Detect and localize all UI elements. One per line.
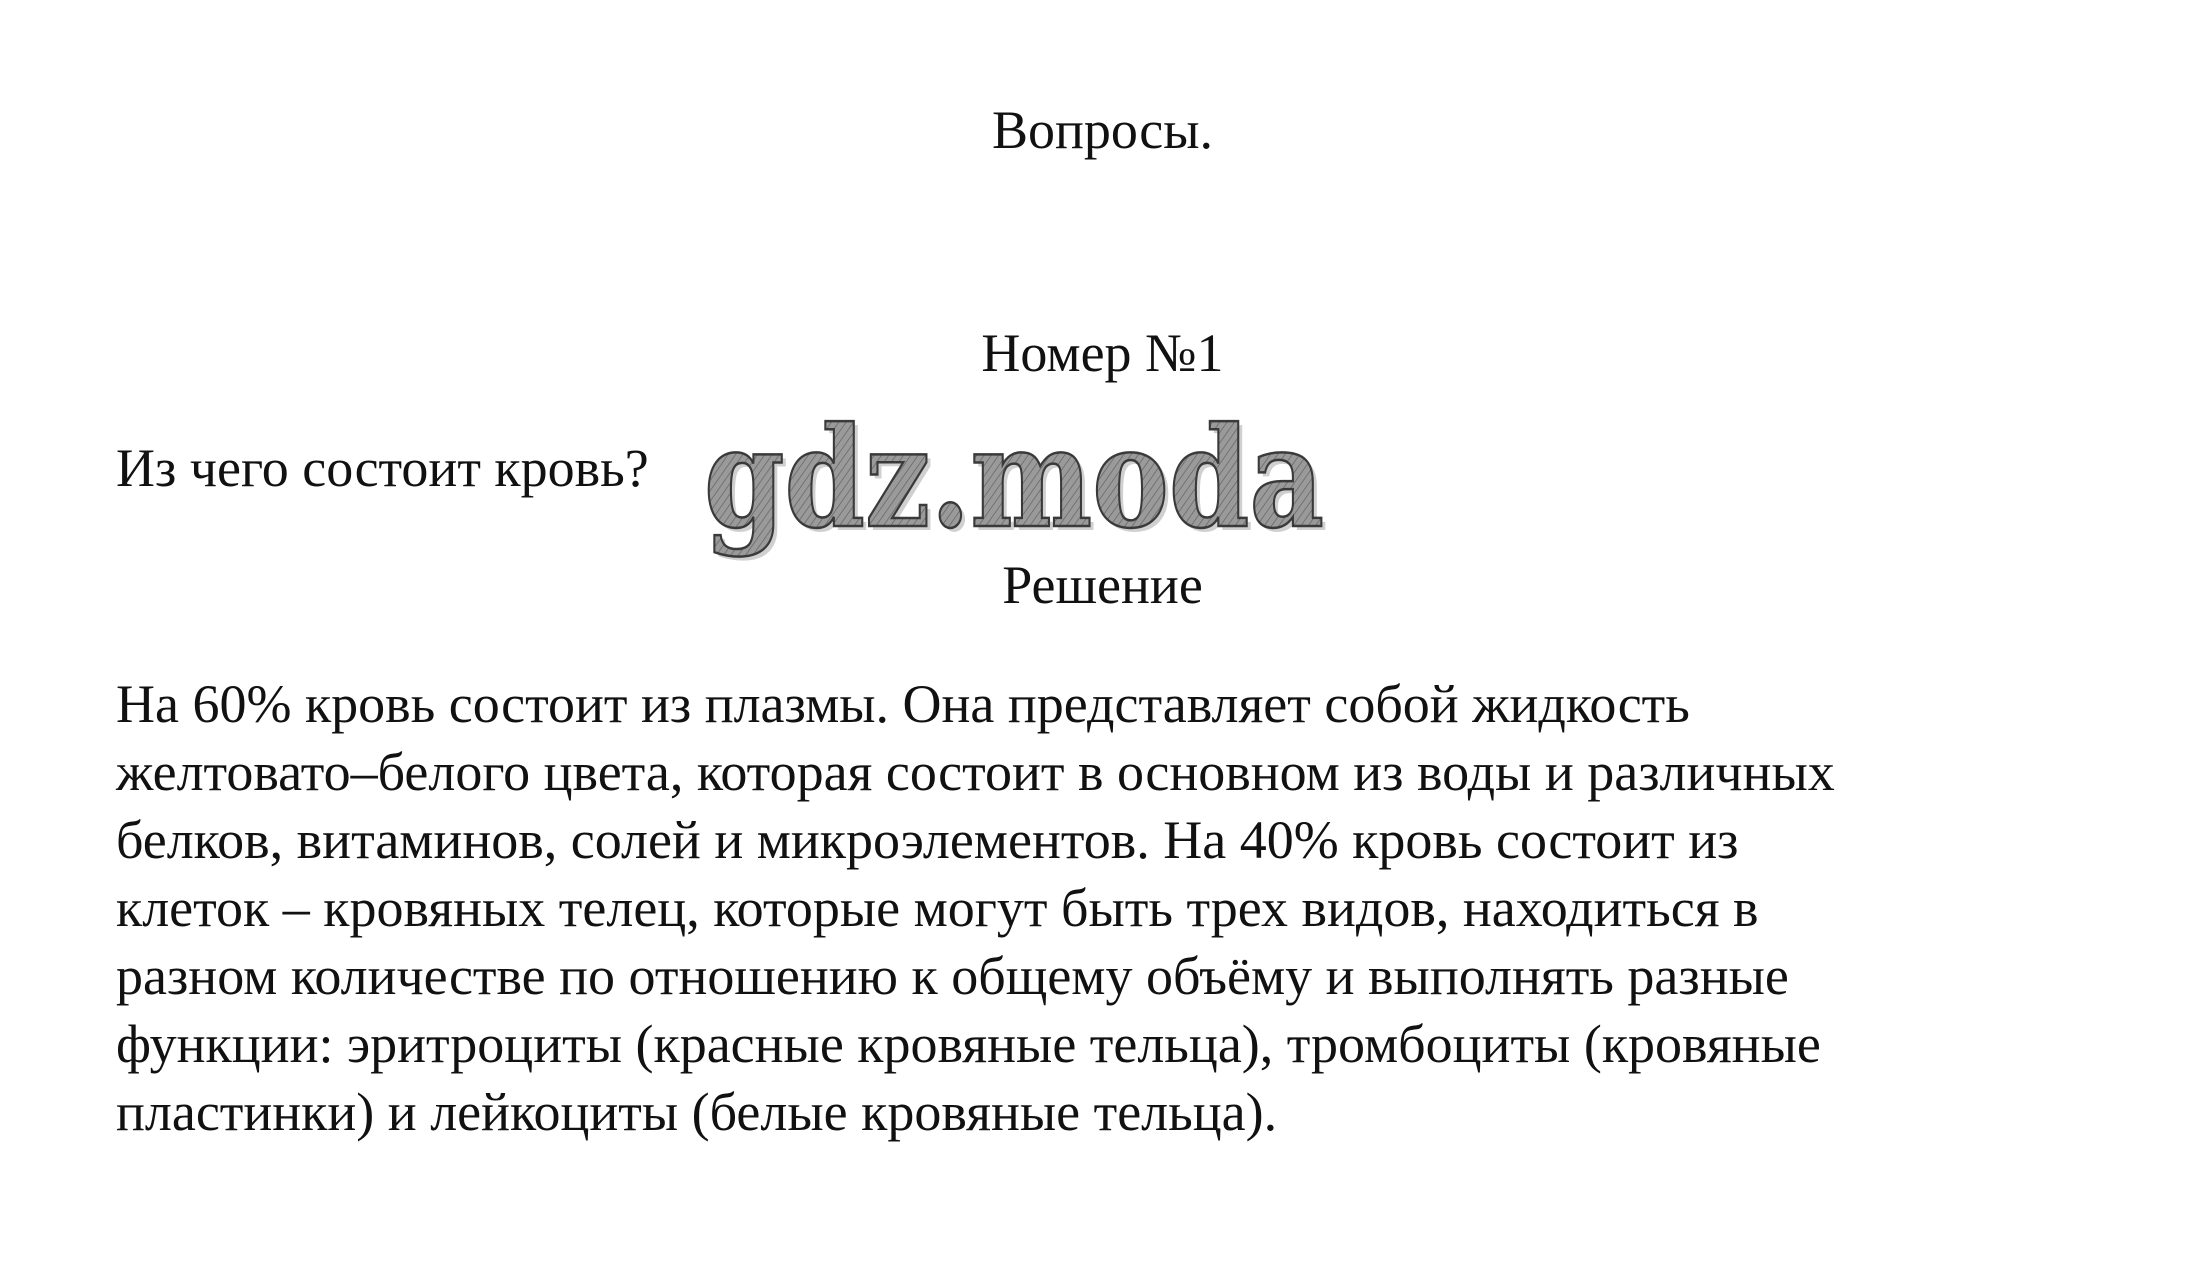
solution-heading: Решение [1002, 555, 1203, 615]
answer-line: разном количестве по отношению к общему объёму и выполнять разные [116, 946, 1789, 1006]
watermark-fill: gdz.moda [704, 400, 1324, 559]
watermark-hatching: gdz.moda [704, 400, 1324, 559]
answer-line: функции: эритроциты (красные кровяные тельца), тромбоциты (кровяные [116, 1014, 1821, 1074]
question-text: Из чего состоит кровь? [116, 438, 649, 498]
answer-line: клеток – кровяных телец, которые могут быть трех видов, находиться в [116, 878, 1759, 938]
answer-line: пластинки) и лейкоциты (белые кровяные тельца). [116, 1082, 1278, 1142]
answer-line: белков, витаминов, солей и микроэлементов. На 40% кровь состоит из [116, 810, 1739, 870]
answer-line: На 60% кровь состоит из плазмы. Она представляет собой жидкость [116, 674, 1690, 734]
problem-number-heading: Номер №1 [981, 323, 1224, 383]
answer-line: желтовато–белого цвета, которая состоит в основном из воды и различных [116, 742, 1835, 802]
watermark-shadow: gdz.moda [708, 400, 1328, 563]
section-title: Вопросы. [991, 100, 1213, 160]
answer-paragraph [116, 670, 2116, 1146]
